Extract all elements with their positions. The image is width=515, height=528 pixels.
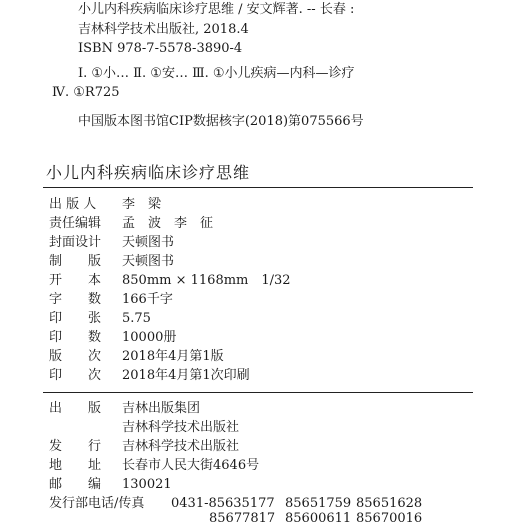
credit-value: 天顿图书 xyxy=(122,254,175,269)
publisher-label: 出 版 xyxy=(49,401,102,416)
credit-label: 印 张 xyxy=(49,311,102,326)
phone-number: 85677817 xyxy=(209,511,276,526)
credit-value: 2018年4月第1版 xyxy=(122,349,224,364)
book-title: 小儿内科疾病临床诊疗思维 xyxy=(46,163,251,182)
isbn: ISBN 978-7-5578-3890-4 xyxy=(78,41,243,56)
publisher-value: 吉林出版集团 xyxy=(122,401,201,416)
credit-label: 印 数 xyxy=(49,330,102,345)
credit-label: 责任编辑 xyxy=(49,216,102,231)
credit-value: 5.75 xyxy=(122,311,151,326)
credit-label: 制 版 xyxy=(49,254,102,269)
credit-value: 10000册 xyxy=(122,330,177,345)
phone-number: 85670016 xyxy=(356,511,423,526)
cip-line-2: 吉林科学技术出版社, 2018.4 xyxy=(78,22,249,37)
publisher-divider xyxy=(43,392,473,393)
cip-line-1: 小儿内科疾病临床诊疗思维 / 安文辉著. -- 长春 : xyxy=(78,2,355,17)
credit-value: 850mm × 1168mm 1/32 xyxy=(122,273,291,288)
credit-value: 天顿图书 xyxy=(122,235,175,250)
credit-label: 印 次 xyxy=(49,368,102,383)
classification-line-2: Ⅳ. ①R725 xyxy=(52,85,120,100)
publisher-value: 吉林科学技术出版社 xyxy=(122,420,240,435)
publisher-label: 地 址 xyxy=(49,458,102,473)
credit-label: 开 本 xyxy=(49,273,102,288)
credit-value: 2018年4月第1次印刷 xyxy=(122,368,250,383)
phone-number: 85600611 xyxy=(285,511,352,526)
classification-line-1: Ⅰ. ①小… Ⅱ. ①安… Ⅲ. ①小儿疾病—内科—诊疗 xyxy=(78,66,355,81)
credit-value: 李 梁 xyxy=(122,197,162,212)
credit-value: 166千字 xyxy=(122,292,173,307)
credit-label: 出 版 人 xyxy=(49,197,97,212)
publisher-value: 吉林科学技术出版社 xyxy=(122,439,240,454)
publisher-label: 邮 编 xyxy=(49,477,102,492)
credit-label: 字 数 xyxy=(49,292,102,307)
phone-number: 0431-85635177 xyxy=(171,496,275,511)
publisher-label: 发 行 xyxy=(49,439,102,454)
phone-number: 85651759 xyxy=(285,496,352,511)
title-divider xyxy=(43,187,473,188)
phone-number: 85651628 xyxy=(356,496,423,511)
cip-number: 中国版本图书馆CIP数据核字(2018)第075566号 xyxy=(78,114,364,129)
phone-label: 发行部电话/传真 xyxy=(49,496,145,511)
publisher-value: 130021 xyxy=(122,477,172,492)
credit-label: 封面设计 xyxy=(49,235,102,250)
publisher-value: 长春市人民大街4646号 xyxy=(122,458,260,473)
credit-value: 孟 波 李 征 xyxy=(122,216,214,231)
credit-label: 版 次 xyxy=(49,349,102,364)
